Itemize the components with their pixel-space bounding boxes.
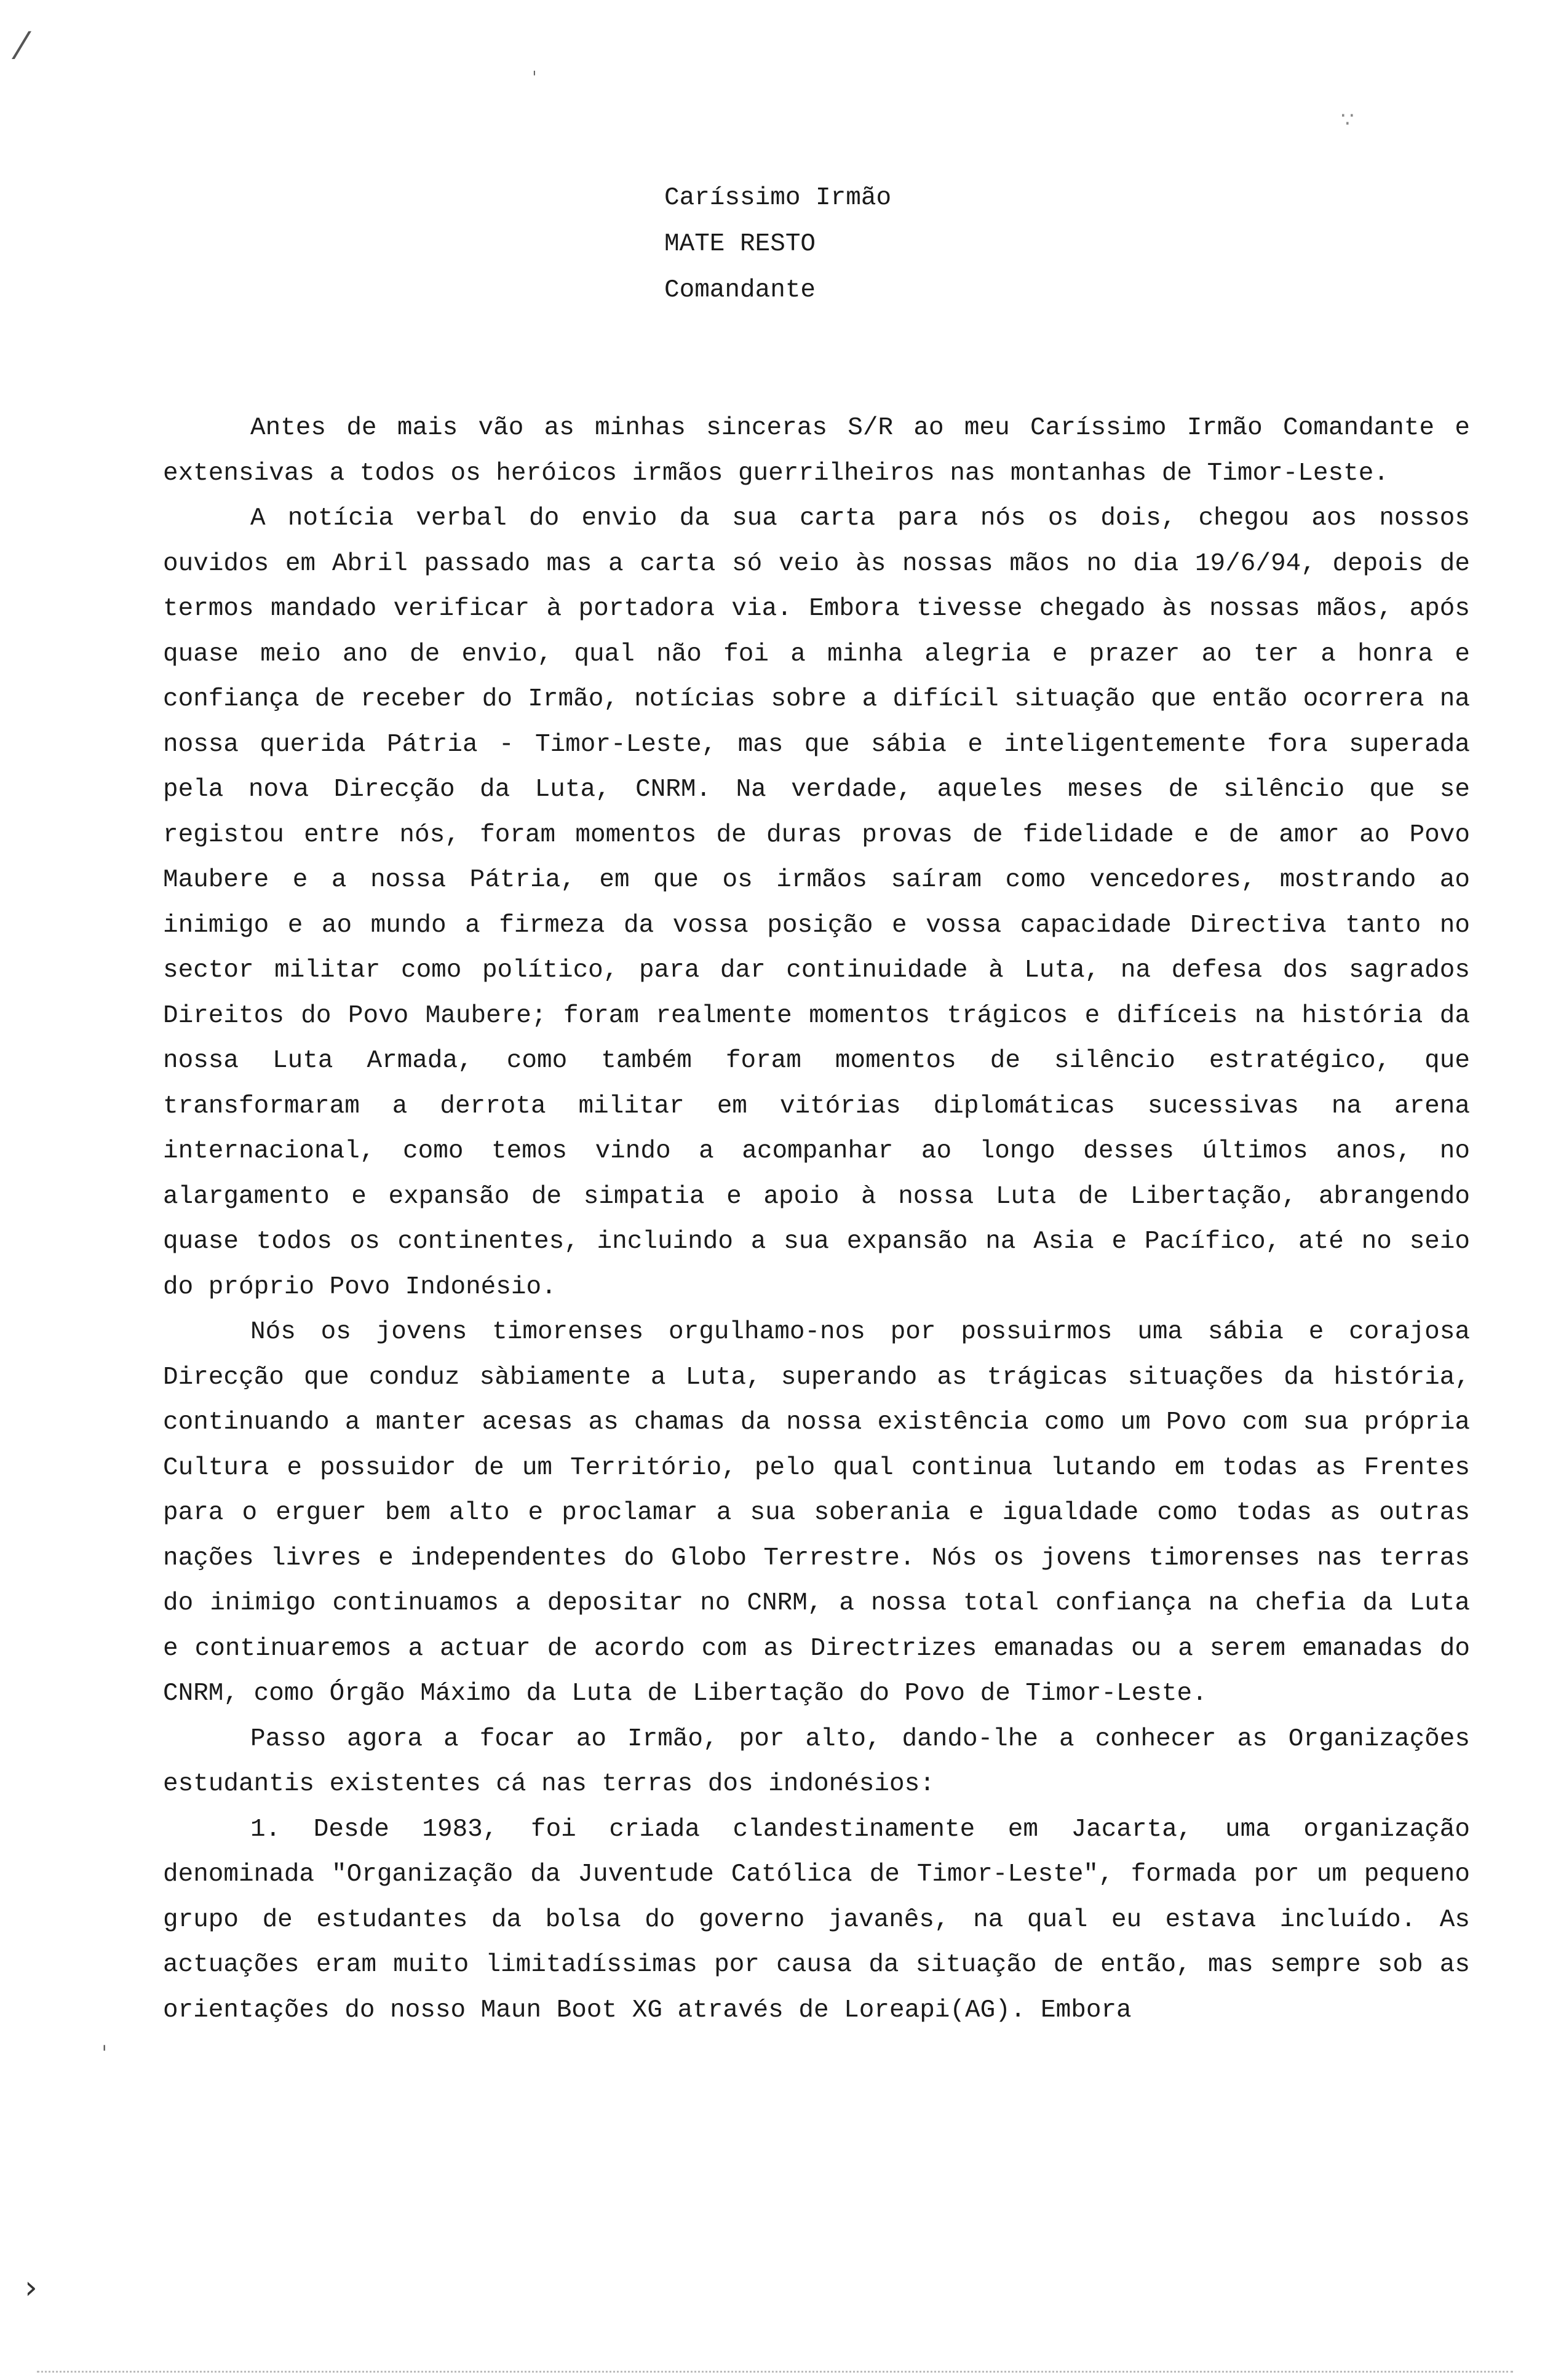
paragraph: Nós os jovens timorenses orgulhamo-nos por possuirmos uma sábia e corajosa Direcção que conduz sàbiamente a Luta, superando as trágicas situações da história, continuando a manter acesas as chamas da nossa existência como um Povo com sua própria Cultura e possuidor de um Território, pelo qual continua lutando em todas as Frentes para o erguer bem alto e proclamar a sua soberania e igualdade como todas as outras nações livres e independentes do Globo Terrestre. Nós os jovens timorenses nas terras do inimigo continuamos a depositar no CNRM, a nossa total confiança na chefia da Luta e continuaremos a actuar de acordo com as Directrizes emanadas ou a serem emanadas do CNRM, como Órgão Máximo da Luta de Libertação do Povo de Timor-Leste. — [163, 1318, 1470, 1708]
paragraph: Passo agora a focar ao Irmão, por alto, dando-lhe a conhecer as Organizações estudantis existentes cá nas terras dos indonésios: — [163, 1724, 1470, 1798]
salutation-block — [664, 175, 891, 314]
paragraph: Antes de mais vão as minhas sinceras S/R ao meu Caríssimo Irmão Comandante e extensivas a todos os heróicos irmãos guerrilheiros nas montanhas de Timor-Leste. — [163, 414, 1470, 488]
paragraph: 1. Desde 1983, foi criada clandestinamente em Jacarta, uma organização denominada "Organização da Juventude Católica de Timor-Leste", formada por um pequeno grupo de estudantes da bolsa do governo javanês, na qual eu estava incluído. As actuações eram muito limitadíssimas por causa da situação de então, mas sempre sob as orientações do nosso Maun Boot XG através de Loreapi(AG). Embora — [163, 1815, 1470, 2025]
scan-edge — [37, 2371, 1513, 2373]
recipient-name: MATE RESTO — [664, 230, 816, 258]
paragraph: A notícia verbal do envio da sua carta para nós os dois, chegou aos nossos ouvidos em Abril passado mas a carta só veio às nossas mãos no dia 19/6/94, depois de termos mandado verificar à portadora via. Embora tivesse chegado às nossas mãos, após quase meio ano de envio, qual não foi a minha alegria e prazer ao ter a honra e confiança de receber do Irmão, notícias sobre a difícil situação que então ocorrera na nossa querida Pátria - Timor-Leste, mas que sábia e inteligentemente fora superada pela nova Direcção da Luta, CNRM. Na verdade, aqueles meses de silêncio que se registou entre nós, foram momentos de duras provas de fidelidade e de amor ao Povo Maubere e a nossa Pátria, em que os irmãos saíram como vencedores, mostrando ao inimigo e ao mundo a firmeza da vossa posição e vossa capacidade Directiva tanto no sector militar como político, para dar continuidade à Luta, na defesa dos sagrados Direitos do Povo Maubere; foram realmente momentos trágicos e difíceis na história da nossa Luta Armada, como também foram momentos de silêncio estratégico, que transformaram a derrota militar em vitórias diplomáticas sucessivas na arena internacional, como temos vindo a acompanhar ao longo desses últimos anos, no alargamento e expansão de simpatia e apoio à nossa Luta de Libertação, abrangendo quase todos os continentes, incluindo a sua expansão na Asia e Pacífico, até no seio do próprio Povo Indonésio. — [163, 504, 1470, 1301]
page-mark: ∵ — [1341, 108, 1354, 132]
recipient-title: Comandante — [664, 276, 816, 304]
salutation-line: Caríssimo Irmão — [664, 184, 892, 212]
speck-mark: ˈ — [532, 68, 537, 88]
pen-mark: ⁄ — [18, 25, 25, 68]
letter-body — [163, 406, 1470, 2033]
margin-mark: › — [25, 2269, 38, 2306]
speck-mark: ˈ — [101, 2042, 108, 2066]
